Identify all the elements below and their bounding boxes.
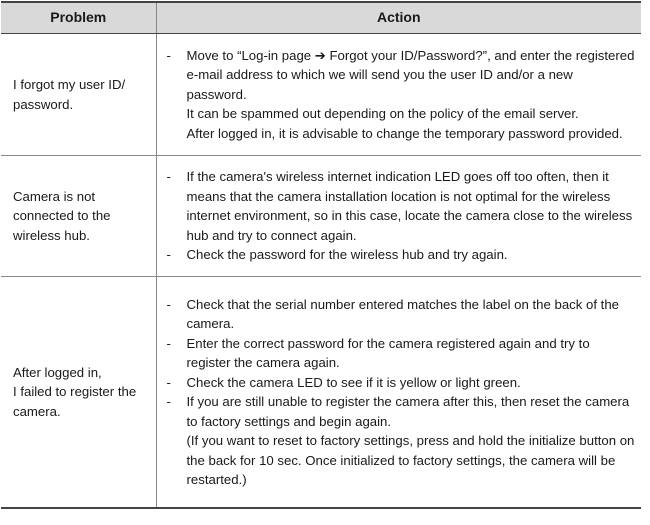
problem-line: wireless hub. (13, 227, 90, 243)
action-note: (If you want to reset to factory settings, press and hold the initialize button on the back for 10 sec. Once initialized to factory settings, the camera will be restarted.) (186, 433, 635, 487)
action-bullet: - Check the password for the wireless hub and try again. (165, 245, 636, 265)
table-row (1, 34, 641, 156)
action-bullet: - Check the camera LED to see if it is yellow or light green. (165, 373, 636, 393)
problem-line: I forgot my user ID/ (13, 77, 126, 92)
action-column-header: Action (156, 2, 641, 34)
problem-line: connected to the (13, 208, 111, 224)
problem-line: camera. (13, 403, 61, 419)
problem-line: I failed to register the (13, 384, 137, 400)
action-bullet: - Enter the correct password for the camera registered again and try to register the camera again. (165, 334, 636, 373)
problem-line: password. (13, 96, 74, 112)
action-cell (156, 277, 641, 509)
troubleshooting-table (1, 1, 641, 509)
action-cell (156, 156, 641, 277)
action-note: It can be spammed out depending on the policy of the email server. (186, 106, 579, 122)
action-bullet: - Check that the serial number entered matches the label on the back of the camera. (165, 295, 636, 334)
problem-line: Camera is not (13, 188, 96, 204)
action-bullet: - If the camera's wireless internet indication LED goes off too often, then it means that the camera installation location is not optimal for the wireless internet environment, so in this case, locate the camera close to the wireless hub and try to connect again. (165, 167, 636, 245)
action-bullet: - If you are still unable to register the camera after this, then reset the camera to factory settings and begin again. (165, 392, 636, 431)
table-row (1, 156, 641, 277)
problem-cell (1, 277, 156, 509)
table-header-row (1, 2, 641, 34)
action-bullet: - Move to “Log-in page ➔ Forgot your ID/Password?”, and enter the registered e-mail address to which we will send you the user ID and/or a new password. (165, 46, 636, 105)
problem-cell (1, 156, 156, 277)
table-row (1, 277, 641, 509)
action-cell (156, 34, 641, 156)
problem-cell (1, 34, 156, 156)
problem-column-header: Problem (1, 2, 156, 34)
action-note: After logged in, it is advisable to change the temporary password provided. (186, 125, 623, 141)
problem-line: After logged in, (13, 364, 102, 380)
